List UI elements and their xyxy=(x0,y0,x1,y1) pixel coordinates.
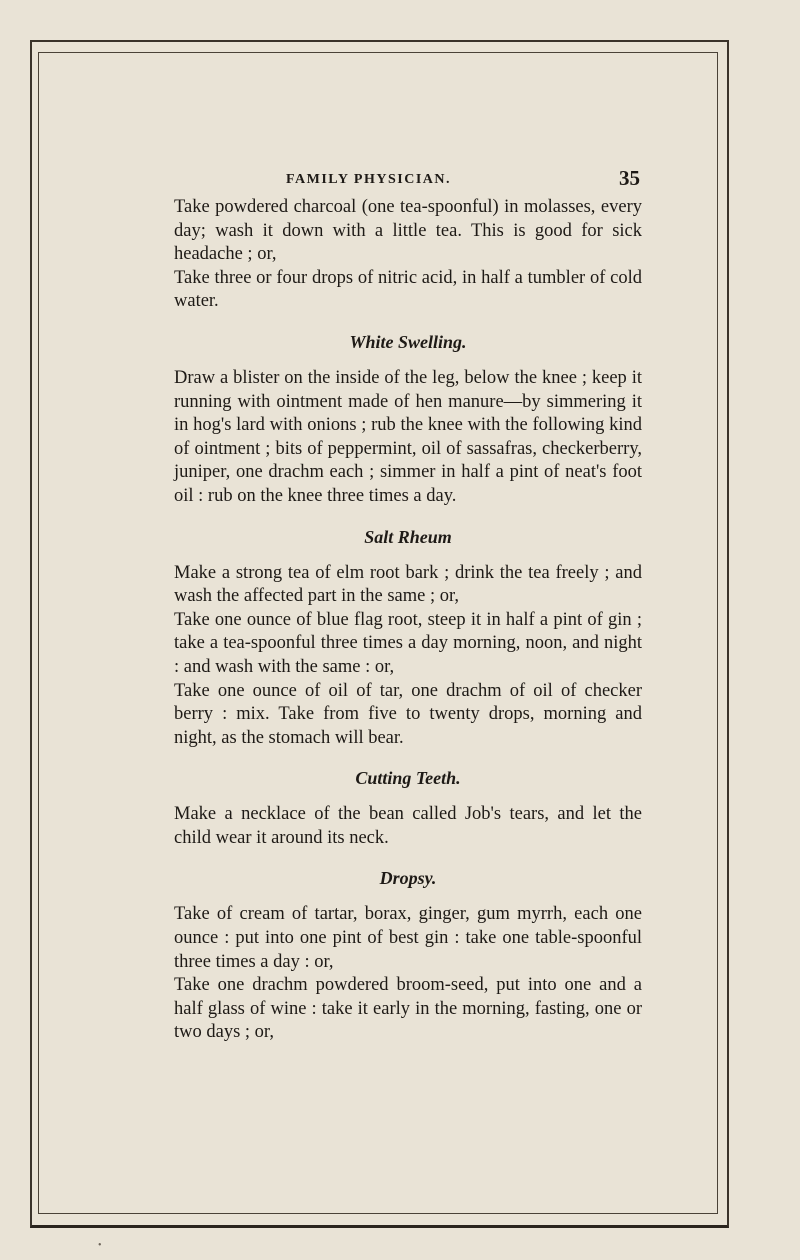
section-heading: Salt Rheum xyxy=(364,526,452,547)
opening-section xyxy=(174,196,642,314)
section-salt-rheum xyxy=(174,525,642,751)
paragraph: Take one ounce of oil of tar, one drachm of oil of checker berry : mix. Take from five to twenty drops, morning and night, as the stomach will bear. xyxy=(174,680,642,748)
paragraph: Make a strong tea of elm root bark ; drink the tea freely ; and wash the affected part in the same ; or, xyxy=(174,562,642,607)
paragraph: Make a necklace of the bean called Job's tears, and let the child wear it around its neck. xyxy=(174,804,642,848)
paragraph: Take three or four drops of nitric acid, in half a tumbler of cold water. xyxy=(174,267,642,312)
book-page xyxy=(174,150,642,1045)
ink-speck: • xyxy=(98,1240,102,1251)
paragraph: Take of cream of tartar, borax, ginger, gum myrrh, each one ounce : put into one pint of best gin : take one table-spoonful three times a day : or, xyxy=(174,904,642,972)
section-heading: Cutting Teeth. xyxy=(355,768,461,789)
running-title: FAMILY PHYSICIAN. xyxy=(286,172,451,187)
section-heading: White Swelling. xyxy=(349,331,467,352)
section-dropsy xyxy=(174,866,642,1045)
section-white-swelling xyxy=(174,330,642,509)
page-number: 35 xyxy=(619,166,640,190)
running-head xyxy=(174,150,642,190)
section-cutting-teeth xyxy=(174,766,642,850)
paragraph: Take one ounce of blue flag root, steep it in half a pint of gin ; take a tea-spoonful three times a day morning, noon, and night : and wash with the same : or, xyxy=(174,609,642,677)
paragraph: Draw a blister on the inside of the leg, below the knee ; keep it running with ointment made of hen manure—by simmering it in hog's lard with onions ; rub the knee with the following kind of ointment ; bits of peppermint, oil of sassafras, checkerberry, juniper, one drachm each ; simmer in half a pint of neat's foot oil : rub on the knee three times a day. xyxy=(174,367,642,506)
section-heading: Dropsy. xyxy=(379,868,437,889)
paragraph: Take one drachm powdered broom-seed, put into one and a half glass of wine : take it early in the morning, fasting, one or two days ; or, xyxy=(174,975,642,1043)
paragraph: Take powdered charcoal (one tea-spoonful) in molasses, every day; wash it down with a little tea. This is good for sick headache ; or, xyxy=(174,197,642,265)
